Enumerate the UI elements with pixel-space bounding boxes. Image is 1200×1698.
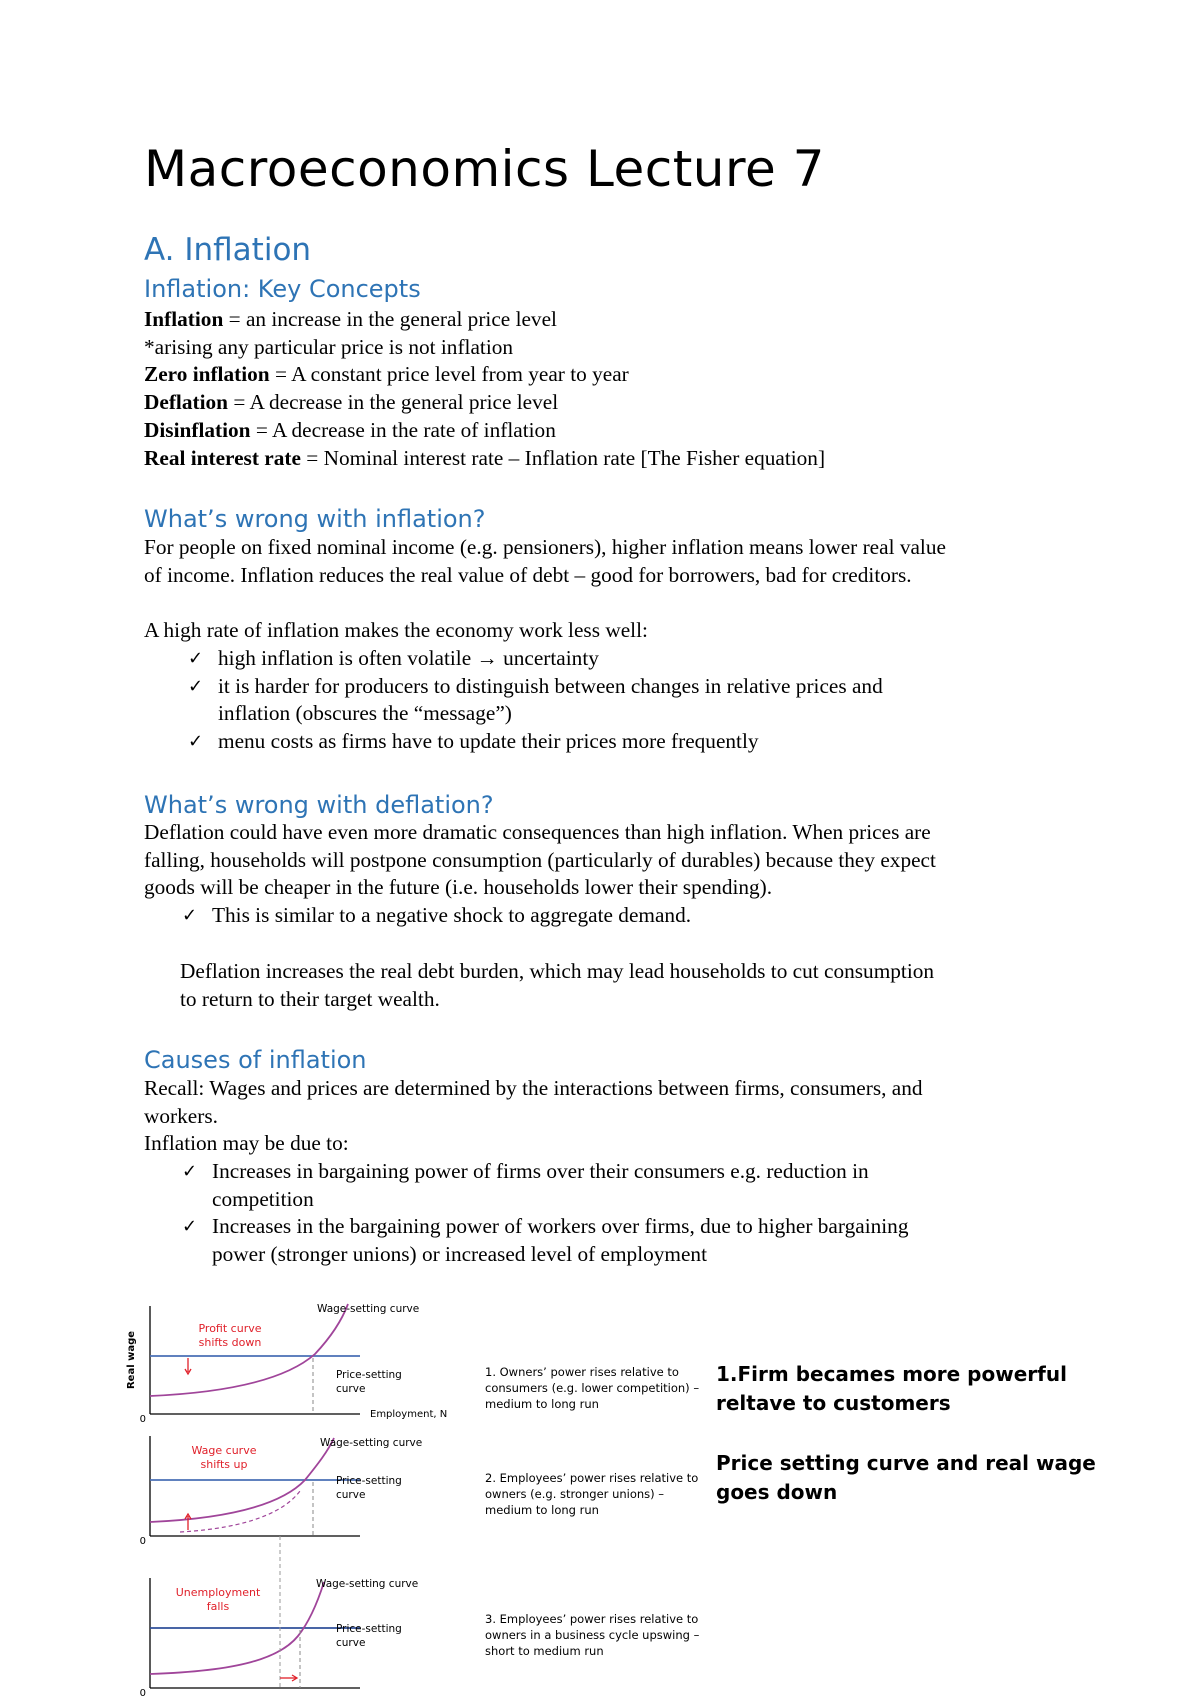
panel-label: falls [206,1600,230,1613]
inflation-bullets [188,645,883,756]
figure-note-2 [485,1470,715,1518]
price-curve-label: Price-setting [336,1369,402,1381]
causes-paragraph [144,1075,1084,1158]
concept-line: Zero inflation = A constant price level from year to year [144,362,629,387]
text-line: Deflation increases the real debt burden, which may lead households to cut consumption [180,959,935,983]
bullet-item [182,1158,908,1213]
heading-causes: Causes of inflation [144,1046,367,1074]
concept-line: Disinflation = A decrease in the rate of inflation [144,417,556,442]
bullet-text: power (stronger unions) or increased level of employment [212,1242,707,1267]
checkmark-icon: ✓ [188,675,204,697]
bullet-item [188,728,883,756]
bullet-text: inflation (obscures the “message”) [218,701,512,726]
bullet-item [182,1213,908,1268]
text-line: goods will be cheaper in the future (i.e. households lower their spending). [144,875,773,900]
note-line: 2. Employees’ power rises relative to [485,1471,699,1485]
text-line: workers. [144,1103,218,1128]
panel-3 [150,1536,418,1688]
deflation-paragraph-2 [180,958,1120,1013]
note-line: 3. Employees’ power rises relative to [485,1612,699,1626]
x-axis-label: Employment, N [370,1409,448,1420]
note-line: short to medium run [485,1644,604,1658]
checkmark-icon: ✓ [182,1161,198,1182]
bullet-text: competition [212,1186,314,1211]
checkmark-icon: ✓ [182,905,198,926]
text-line: For people on fixed nominal income (e.g. pensioners), higher inflation means lower real value [144,535,946,559]
note-line: owners in a business cycle upswing – [485,1628,700,1642]
note-line: medium to long run [485,1503,599,1517]
bullet-text: high inflation is often volatile → uncertainty [218,646,599,670]
heading-wrong-inflation: What’s wrong with inflation? [144,505,486,533]
bullet-text: Increases in the bargaining power of workers over firms, due to higher bargaining [212,1214,909,1239]
note-line: 1.Firm becames more powerful [716,1362,1067,1386]
bullet-text: it is harder for producers to distinguish between changes in relative prices and [218,673,883,698]
panel-label: shifts up [200,1458,248,1471]
inflation-paragraph-2 [144,617,1084,645]
wage-curve-label: Wage-setting curve [317,1303,420,1315]
panel-label: Wage curve [191,1444,257,1457]
bullet-item [188,645,883,673]
text-line: Recall: Wages and prices are determined by the interactions between firms, consumers, and [144,1076,923,1100]
inflation-paragraph [144,534,1084,589]
bullet-text: menu costs as firms have to update their prices more frequently [218,729,759,754]
text-line: falling, households will postpone consumption (particularly of durables) because they expect [144,847,936,872]
heading-key-concepts: Inflation: Key Concepts [144,275,421,303]
note-line: goes down [716,1480,838,1504]
price-curve-label: curve [336,1637,366,1649]
bullet-item [182,902,691,930]
key-concepts-list [144,306,1084,472]
figure-note-3 [485,1611,715,1659]
diagram-axes [150,1306,360,1688]
bullet-text: This is similar to a negative shock to aggregate demand. [212,903,692,927]
note-line: consumers (e.g. lower competition) – [485,1381,700,1395]
wage-curve-label: Wage-setting curve [316,1578,419,1590]
wage-curve-label: Wage-setting curve [320,1437,423,1449]
concept-line: *arising any particular price is not inflation [144,334,514,359]
note-line: 1. Owners’ power rises relative to [485,1365,679,1379]
price-curve-label: curve [336,1489,366,1501]
checkmark-icon: ✓ [182,1216,198,1238]
heading-wrong-deflation: What’s wrong with deflation? [144,791,494,819]
side-note-1 [716,1360,1076,1418]
bullet-text: Increases in bargaining power of firms over their consumers e.g. reduction in [212,1159,869,1183]
price-curve-label: Price-setting [336,1475,402,1487]
checkmark-icon: ✓ [188,731,204,753]
origin-label: 0 [139,1688,146,1698]
concept-line: Inflation = an increase in the general price level [144,307,557,331]
panel-label: Unemployment [175,1586,261,1599]
bullet-item [188,673,883,728]
panel-label: shifts down [198,1336,262,1349]
text-line: of income. Inflation reduces the real value of debt – good for borrowers, bad for creditors. [144,562,912,587]
note-line: medium to long run [485,1397,599,1411]
wage-setting-curve [150,1304,348,1396]
note-line: Price setting curve and real wage [716,1451,1096,1475]
deflation-bullets [182,902,691,930]
text-line: Inflation may be due to: [144,1131,349,1156]
deflation-paragraph [144,819,1084,902]
text-line: A high rate of inflation makes the economy work less well: [144,618,648,642]
price-curve-label: Price-setting [336,1623,402,1635]
origin-label: 0 [139,1414,146,1425]
text-line: Deflation could have even more dramatic consequences than high inflation. When prices are [144,820,931,844]
checkmark-icon: ✓ [188,648,204,669]
concept-line: Deflation = A decrease in the general price level [144,390,559,415]
concept-line: Real interest rate = Nominal interest rate – Inflation rate [The Fisher equation] [144,445,826,470]
section-heading-inflation: A. Inflation [144,232,312,268]
panel-1 [150,1303,419,1414]
price-curve-label: curve [336,1383,366,1395]
side-note-2 [716,1449,1096,1507]
panel-2 [150,1437,422,1536]
causes-bullets [182,1158,908,1269]
note-line: reltave to customers [716,1391,951,1415]
panel-label: Profit curve [198,1322,262,1335]
y-axis-label: Real wage [126,1330,137,1390]
note-line: owners (e.g. stronger unions) – [485,1487,665,1501]
text-line: to return to their target wealth. [180,986,440,1011]
page-title: Macroeconomics Lecture 7 [144,140,825,198]
origin-label: 0 [139,1536,146,1547]
figure-note-1 [485,1364,715,1412]
